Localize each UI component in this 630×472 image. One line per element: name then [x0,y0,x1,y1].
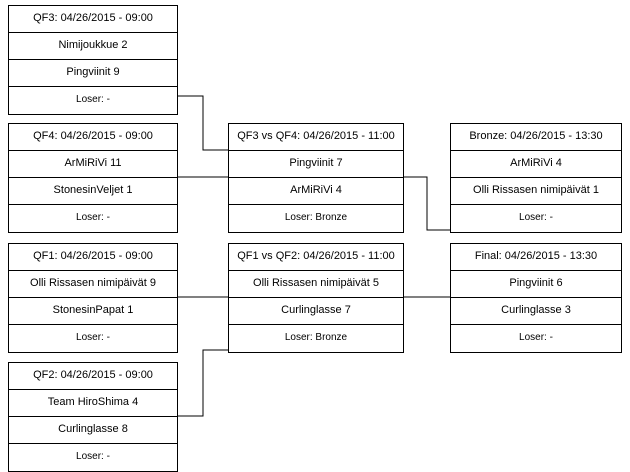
match-semifinal-qf3-qf4[interactable] [228,123,404,233]
match-loser: Loser: Bronze [284,212,348,223]
match-qf1[interactable] [8,243,178,353]
match-team-2: StonesinVeljet 1 [9,178,177,205]
match-team-2: Curlinglasse 7 [229,298,403,325]
match-loser: Loser: - [76,332,110,343]
match-team-1: Pingviinit 6 [451,271,621,298]
match-loser: Loser: - [76,94,110,105]
match-team-1: ArMiRiVi 4 [451,151,621,178]
match-team-1: Olli Rissasen nimipäivät 9 [9,271,177,298]
match-qf2[interactable] [8,362,178,472]
match-team-1: Nimijoukkue 2 [9,33,177,60]
match-header: Final: 04/26/2015 - 13:30 [451,244,621,271]
match-team-2: ArMiRiVi 4 [229,178,403,205]
match-team-2: StonesinPapat 1 [9,298,177,325]
match-header: QF4: 04/26/2015 - 09:00 [9,124,177,151]
match-final[interactable] [450,243,622,353]
match-team-2: Pingviinit 9 [9,60,177,87]
match-semifinal-qf1-qf2[interactable] [228,243,404,353]
match-team-1: ArMiRiVi 11 [9,151,177,178]
match-team-2: Curlinglasse 8 [9,417,177,444]
match-bronze[interactable] [450,123,622,233]
match-team-2: Curlinglasse 3 [451,298,621,325]
match-loser: Loser: - [519,332,553,343]
match-header: QF3 vs QF4: 04/26/2015 - 11:00 [229,124,403,151]
match-loser: Loser: - [519,212,553,223]
match-qf4[interactable] [8,123,178,233]
match-header: Bronze: 04/26/2015 - 13:30 [451,124,621,151]
match-header: QF1: 04/26/2015 - 09:00 [9,244,177,271]
match-team-2: Olli Rissasen nimipäivät 1 [451,178,621,205]
match-team-1: Team HiroShima 4 [9,390,177,417]
match-qf3[interactable] [8,5,178,115]
match-header: QF2: 04/26/2015 - 09:00 [9,363,177,390]
match-loser: Loser: - [76,212,110,223]
match-loser: Loser: - [76,451,110,462]
match-team-1: Pingviinit 7 [229,151,403,178]
match-loser: Loser: Bronze [284,332,348,343]
match-team-1: Olli Rissasen nimipäivät 5 [229,271,403,298]
match-header: QF1 vs QF2: 04/26/2015 - 11:00 [229,244,403,271]
match-header: QF3: 04/26/2015 - 09:00 [9,6,177,33]
